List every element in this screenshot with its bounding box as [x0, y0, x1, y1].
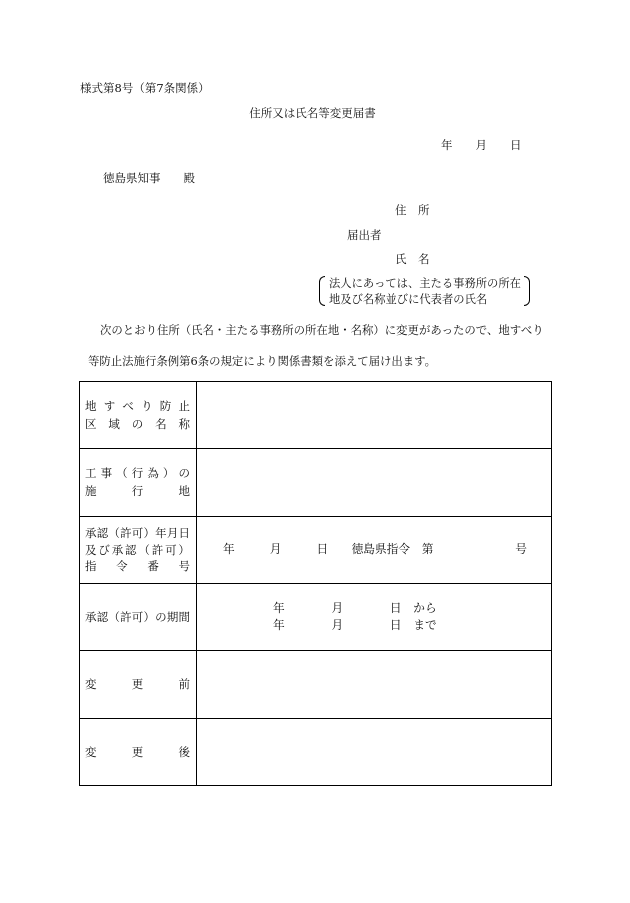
date-line: 年 月 日	[441, 138, 522, 152]
label-character: 変	[85, 744, 97, 759]
row-value	[197, 382, 551, 448]
label-character: 認	[96, 610, 109, 625]
label-character: 指	[85, 559, 97, 574]
label-character: 区	[85, 417, 97, 432]
row-label-line	[85, 608, 190, 626]
corporate-applicant-note	[319, 276, 530, 306]
label-character: 承	[85, 526, 97, 541]
label-character: 工	[85, 466, 97, 481]
label-character: 名	[155, 417, 167, 432]
label-character: 地	[178, 484, 190, 499]
label-character: 許	[151, 542, 164, 557]
row-label	[80, 517, 197, 583]
row-label-line	[85, 675, 190, 693]
applicant-name-label: 氏 名	[395, 252, 430, 266]
statement-line: 等防止法施行条例第6条の規定により関係書類を添えて届け出ます。	[88, 354, 437, 368]
label-character: の	[178, 466, 190, 481]
change-details-table	[79, 381, 552, 786]
right-bracket	[524, 276, 530, 306]
label-character: 事	[100, 466, 113, 481]
label-character: 許	[120, 610, 132, 625]
row-after-change	[80, 719, 551, 785]
label-character: 認	[96, 526, 109, 541]
label-character: 可	[131, 610, 144, 625]
label-character: （	[116, 466, 128, 481]
label-character: 可	[165, 542, 177, 557]
label-character: 可	[131, 526, 144, 541]
label-character: 為	[147, 466, 159, 481]
row-approval-period	[80, 584, 551, 651]
approval-date-number-line: 年 月 日 徳島県指令 第 号	[223, 542, 527, 557]
label-character: ）	[162, 466, 175, 481]
row-work-site	[80, 449, 551, 516]
label-character: 称	[178, 417, 190, 432]
row-label	[80, 449, 197, 515]
label-character: 許	[120, 526, 132, 541]
row-label-line	[85, 397, 190, 415]
label-character: の	[155, 610, 167, 625]
applicant-address-label: 住 所	[395, 203, 430, 217]
label-character: ）	[143, 610, 155, 625]
label-character: 行	[131, 484, 144, 499]
label-character: 認	[125, 542, 137, 557]
row-label-line	[85, 482, 190, 500]
row-landslide-area-name	[80, 382, 551, 449]
label-character: り	[141, 399, 153, 414]
row-label	[80, 651, 197, 717]
label-character: 更	[131, 677, 144, 692]
row-label-line	[85, 415, 190, 433]
row-value	[197, 449, 551, 515]
label-character: 令	[116, 559, 128, 574]
label-character: 更	[131, 744, 144, 759]
label-character: 承	[85, 610, 97, 625]
corporate-note-line: 地及び名称並びに代表者の氏名	[329, 292, 488, 306]
row-before-change	[80, 651, 551, 718]
label-character: 年	[155, 526, 167, 541]
corporate-note-line: 法人にあっては、主たる事務所の所在	[329, 277, 521, 290]
row-value	[197, 584, 551, 650]
label-character: 止	[178, 399, 190, 414]
label-character: 防	[159, 399, 172, 414]
left-bracket	[319, 276, 325, 306]
row-label	[80, 719, 197, 785]
applicant-role-label: 届出者	[347, 228, 382, 242]
label-character: （	[108, 610, 120, 625]
label-character: 前	[178, 677, 190, 692]
label-character: 後	[178, 744, 190, 759]
row-value	[197, 651, 551, 717]
label-character: ）	[143, 526, 155, 541]
row-label-line	[85, 542, 190, 559]
period-end-line: 年 月 日 まで	[273, 618, 437, 633]
row-value	[197, 517, 551, 583]
label-character: 域	[108, 417, 120, 432]
label-character: び	[98, 542, 110, 557]
label-character: ）	[178, 542, 190, 557]
label-character: 日	[178, 526, 190, 541]
document-title: 住所又は氏名等変更届書	[249, 106, 376, 120]
row-label-line	[85, 464, 190, 482]
row-value	[197, 719, 551, 785]
label-character: 間	[178, 610, 190, 625]
label-character: 及	[85, 542, 97, 557]
label-character: べ	[122, 399, 134, 414]
row-label-line	[85, 743, 190, 761]
label-character: （	[138, 542, 150, 557]
label-character: の	[131, 417, 144, 432]
label-character: 変	[85, 677, 97, 692]
label-character: 月	[166, 526, 179, 541]
label-character: 地	[85, 399, 97, 414]
label-character: 承	[111, 542, 124, 557]
label-character: （	[108, 526, 120, 541]
label-character: 番	[147, 559, 159, 574]
statement-line: 次のとおり住所（氏名・主たる事務所の所在地・名称）に変更があったので、地すべり	[100, 323, 544, 337]
row-label-line	[85, 558, 190, 575]
row-label	[80, 584, 197, 650]
label-character: 行	[131, 466, 144, 481]
row-label	[80, 382, 197, 448]
label-character: 期	[166, 610, 179, 625]
label-character: す	[103, 399, 116, 414]
form-number: 様式第8号（第7条関係）	[80, 81, 210, 95]
period-start-line: 年 月 日 から	[273, 601, 437, 616]
row-approval-date-and-number	[80, 517, 551, 584]
addressee: 徳島県知事 殿	[103, 171, 195, 185]
row-label-line	[85, 525, 190, 542]
label-character: 号	[178, 559, 190, 574]
label-character: 施	[85, 484, 97, 499]
